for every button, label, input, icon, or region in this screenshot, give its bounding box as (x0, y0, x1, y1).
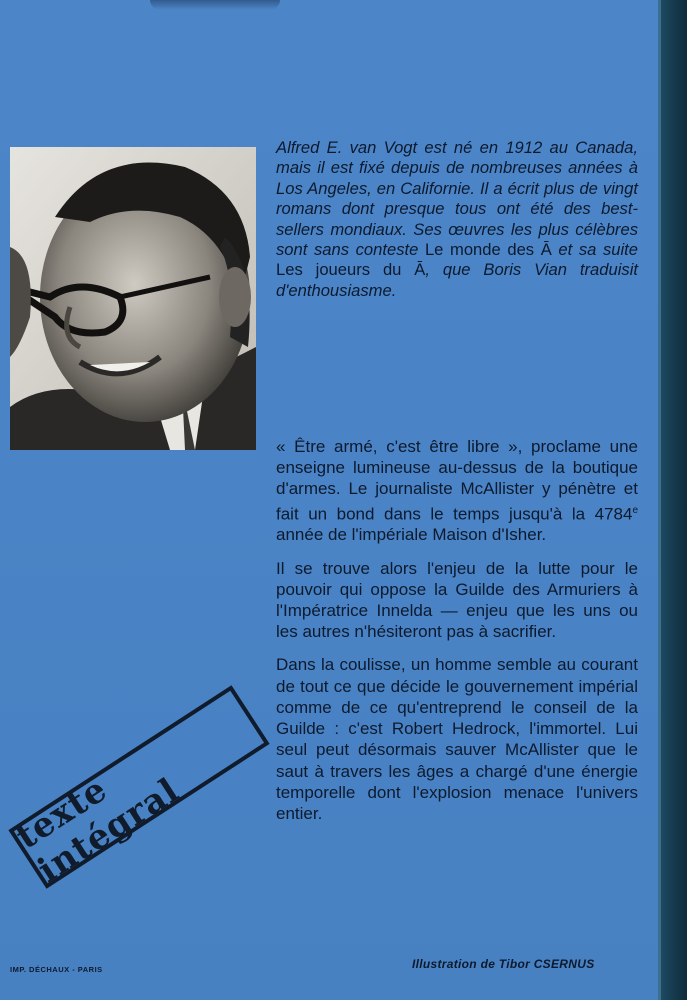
illustration-credit: Illustration de Tibor CSERNUS (412, 957, 595, 971)
blurb-paragraph-1-sup: e (632, 504, 638, 516)
blurb-paragraph-3: Dans la coulisse, un homme semble au courant de tout ce que décide le gouvernement impérial comme de ce qu'entreprend le conseil de la Guilde : c'est Robert Hedrock, l'immortel. Lui seul peut désormais sauver McAllister que le saut à travers les âges a chargé d'une énergie temporelle dont l'explosion menace l'univers entier. (276, 655, 638, 823)
bio-text-1: Alfred E. van Vogt est né en 1912 au Canada, mais il est fixé depuis de nombreuses années à Los Angeles, en Californie. Il a écrit plus de vingt romans dont presque tous ont été des best-sellers mondiaux. Ses œuvres les plus célèbres sont sans conteste (276, 138, 638, 260)
blurb-paragraph-1-text-a: « Être armé, c'est être libre », proclame une enseigne lumineuse au-dessus de la boutique d'armes. Le journaliste McAllister y pénètre et fait un bond dans le temps jusqu'à la 4784 (276, 437, 638, 524)
book-blurb (276, 436, 638, 836)
author-photo (10, 147, 256, 450)
author-bio (276, 138, 638, 301)
top-shadow (150, 0, 280, 10)
blurb-paragraph-2: Il se trouve alors l'enjeu de la lutte pour le pouvoir qui oppose la Guilde des Armuriers à l'Impératrice Innelda — enjeu que les uns ou les autres n'hésiteront pas à sacrifier. (276, 558, 638, 642)
blurb-paragraph-1 (276, 436, 638, 546)
bio-title-1: Le monde des Ā (424, 240, 552, 260)
stamp-text: texte intégral (9, 769, 187, 891)
book-spine (658, 0, 687, 1000)
bio-title-2: Les joueurs du Ā (276, 260, 426, 280)
blurb-paragraph-1-text-b: année de l'impériale Maison d'Isher. (276, 525, 547, 545)
bio-text-3: , que Boris Vian traduisit d'enthousiasme. (276, 260, 638, 300)
printer-imprint: IMP. DÉCHAUX - PARIS (10, 965, 103, 974)
bio-text-2: et sa suite (551, 240, 638, 260)
